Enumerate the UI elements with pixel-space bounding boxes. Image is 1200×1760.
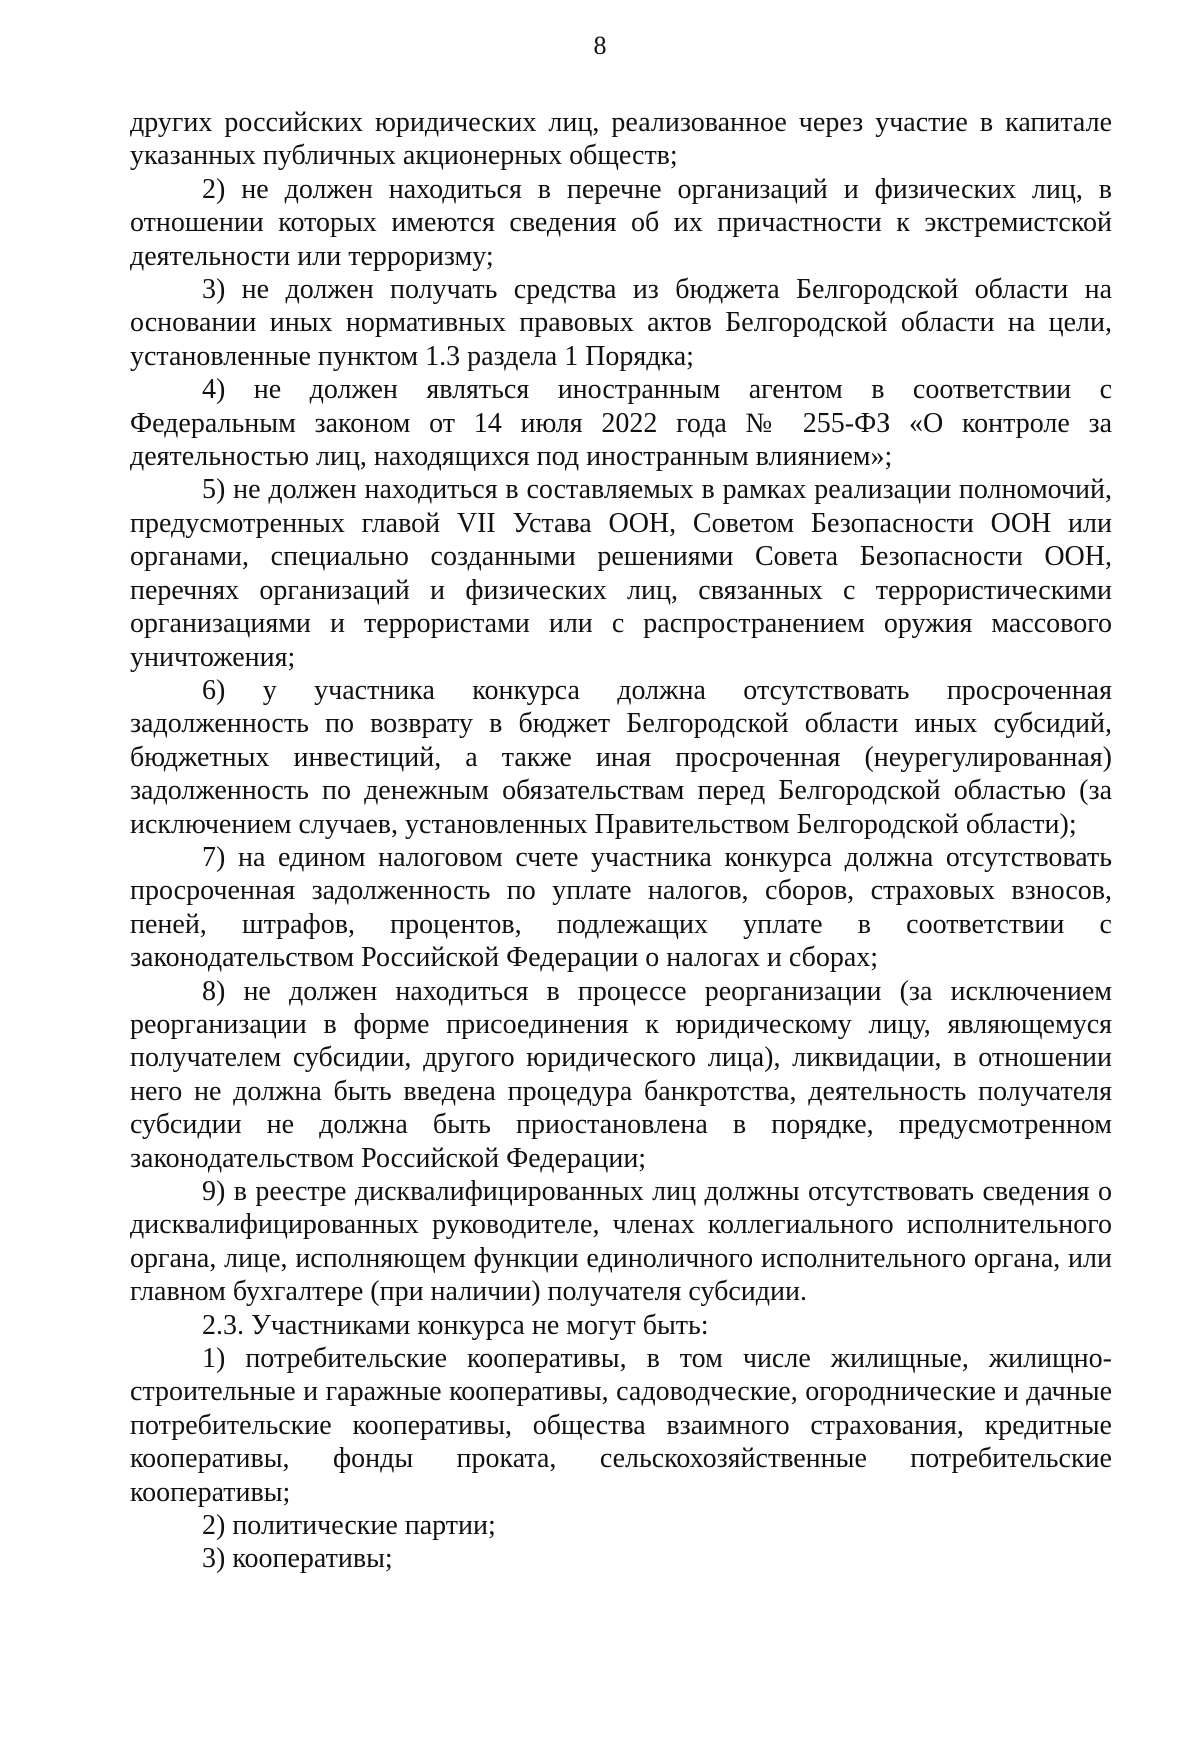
- paragraph-exclusion-2: 2) политические партии;: [202, 1510, 496, 1542]
- paragraph-item-5: 5) не должен находиться в составляемых в рамках реализации полномочий, предусмотренных главой VII Устава ООН, Советом Безопасности ООН или органами, специально созданными решениями Совета Безопасности ООН, перечнях организаций и физических лиц, связанных с террористическими организациями и террористами или с распространением оружия массового уничтожения;: [130, 474, 1112, 673]
- paragraph-exclusion-3: 3) кооперативы;: [202, 1543, 393, 1575]
- section-heading-2-3: 2.3. Участниками конкурса не могут быть:: [202, 1309, 709, 1341]
- page-number: 8: [593, 31, 607, 60]
- document-body: [130, 106, 1112, 1576]
- paragraph-item-3: 3) не должен получать средства из бюджета Белгородской области на основании иных нормативных правовых актов Белгородской области на цели, установленные пунктом 1.3 раздела 1 Порядка;: [130, 274, 1112, 372]
- paragraph-item-2: 2) не должен находиться в перечне организаций и физических лиц, в отношении которых имеются сведения об их причастности к экстремистской деятельности или терроризму;: [130, 173, 1112, 272]
- paragraph-item-6: 6) у участника конкурса должна отсутствовать просроченная задолженность по возврату в бюджет Белгородской области иных субсидий, бюджетных инвестиций, а также иная просроченная (неурегулированная) задолженность по денежным обязательствам перед Белгородской областью (за исключением случаев, установленных Правительством Белгородской области);: [130, 674, 1112, 840]
- paragraph-exclusion-1: 1) потребительские кооперативы, в том числе жилищные, жилищно-строительные и гаражные кооперативы, садоводческие, огороднические и дачные потребительские кооперативы, общества взаимного страхования, кредитные кооперативы, фонды проката, сельскохозяйственные потребительские кооперативы;: [130, 1343, 1112, 1508]
- paragraph-item-9: 9) в реестре дисквалифицированных лиц должны отсутствовать сведения о дисквалифицированных руководителе, членах коллегиального исполнительного органа, лице, исполняющем функции единоличного исполнительного органа, или главном бухгалтере (при наличии) получателя субсидии.: [130, 1176, 1112, 1308]
- paragraph-item-8: 8) не должен находиться в процессе реорганизации (за исключением реорганизации в форме присоединения к юридическому лицу, являющемуся получателем субсидии, другого юридического лица), ликвидации, в отношении него не должна быть введена процедура банкротства, деятельность получателя субсидии не должна быть приостановлена в порядке, предусмотренном законодательством Российской Федерации;: [130, 975, 1112, 1174]
- paragraph-item-7: 7) на едином налоговом счете участника конкурса должна отсутствовать просроченная задолженность по уплате налогов, сборов, страховых взносов, пеней, штрафов, процентов, подлежащих уплате в соответствии с законодательством Российской Федерации о налогах и сборах;: [130, 841, 1112, 974]
- paragraph-item-4: 4) не должен являться иностранным агентом в соответствии с Федеральным законом от 14 июля 2022 года № 255-ФЗ «О контроле за деятельностью лиц, находящихся под иностранным влиянием»;: [130, 374, 1112, 473]
- paragraph-continuation: других российских юридических лиц, реализованное через участие в капитале указанных публичных акционерных обществ;: [130, 107, 1112, 172]
